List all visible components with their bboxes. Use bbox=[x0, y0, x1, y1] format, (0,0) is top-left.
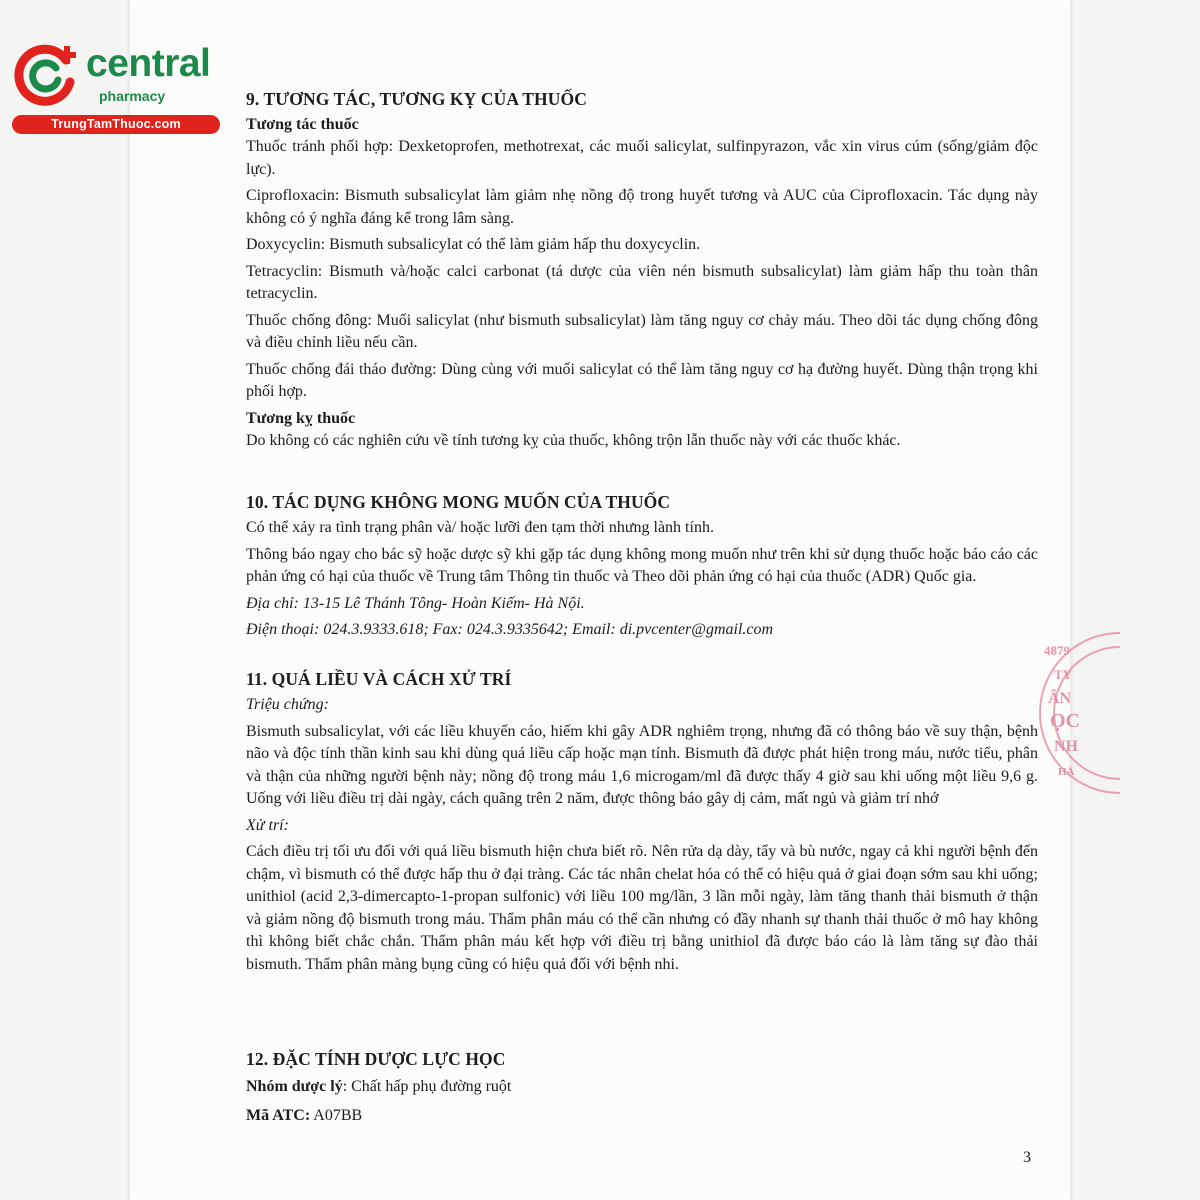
paragraph: Ciprofloxacin: Bismuth subsalicylat làm giảm nhẹ nồng độ trong huyết tương và AUC của Ciprofloxacin. Tác dụng này không có ý nghĩa đáng kể trong lâm sàng. bbox=[246, 187, 1038, 227]
section-9 bbox=[246, 88, 1038, 456]
page-number: 3 bbox=[1023, 1149, 1031, 1166]
paragraph: Doxycyclin: Bismuth subsalicylat có thể làm giảm hấp thu doxycyclin. bbox=[246, 236, 701, 253]
section-10-title: 10. TÁC DỤNG KHÔNG MONG MUỐN CỦA THUỐC bbox=[246, 492, 671, 512]
paragraph: Có thể xảy ra tình trạng phân và/ hoặc lưỡi đen tạm thời nhưng lành tính. bbox=[246, 519, 714, 536]
paragraph: Do không có các nghiên cứu về tính tương kỵ của thuốc, không trộn lẫn thuốc này với các thuốc khác. bbox=[246, 431, 901, 449]
section-10 bbox=[246, 491, 1038, 646]
stamp-text-5: NH bbox=[1054, 738, 1078, 755]
atc-value: A07BB bbox=[310, 1106, 363, 1124]
section-11-subheading-treatment: Xử trí: bbox=[246, 816, 289, 834]
paragraph: Thuốc chống đái tháo đường: Dùng cùng với muối salicylat có thể làm tăng nguy cơ hạ đường huyết. Dùng thận trọng khi phối hợp. bbox=[246, 360, 1038, 400]
address-line: Địa chỉ: 13-15 Lê Thánh Tông- Hoàn Kiếm- Hà Nội. bbox=[246, 594, 585, 612]
section-9-subheading-incompatibility: Tương kỵ thuốc bbox=[246, 409, 356, 427]
logo-brand-name: central bbox=[86, 42, 211, 85]
atc-code bbox=[246, 1105, 1038, 1128]
section-12 bbox=[246, 1048, 1038, 1131]
pharmacological-group bbox=[246, 1076, 1038, 1099]
paragraph: Thuốc tránh phối hợp: Dexketoprofen, methotrexat, các muối salicylat, sulfinpyrazon, vắc xin virus cúm (sống/giảm độc lực). bbox=[246, 138, 1038, 178]
paragraph: Tetracyclin: Bismuth và/hoặc calci carbonat (tá dược của viên nén bismuth subsalicylat) làm giảm hấp thu toàn thân tetracyclin. bbox=[246, 262, 1038, 302]
section-11 bbox=[246, 668, 1038, 980]
contact-line: Điện thoại: 024.3.9333.618; Fax: 024.3.9335642; Email: di.pvcenter@gmail.com bbox=[246, 621, 774, 638]
stamp-text-6: HÀ bbox=[1058, 766, 1075, 778]
group-label: Nhóm dược lý bbox=[246, 1078, 343, 1095]
section-11-title: 11. QUÁ LIỀU VÀ CÁCH XỬ TRÍ bbox=[246, 669, 512, 689]
paragraph: Thuốc chống đông: Muối salicylat (như bismuth subsalicylat) làm tăng nguy cơ chảy máu. Theo dõi tác dụng chống đông và điều chỉnh liều nếu cần. bbox=[246, 311, 1038, 351]
paragraph: Bismuth subsalicylat, với các liều khuyến cáo, hiếm khi gây ADR nghiêm trọng, nhưng đã có thông báo về suy thận, bệnh não và độc tính thần kinh sau khi dùng quá liều cấp hoặc mạn tính. Bismuth đã được phát hiện trong máu, nước tiểu, phân và thận của những người bệnh này; nồng độ trong máu 1,6 microgam/ml đã được thấy 4 giờ sau khi uống một liều 9,6 g. Uống với liều điều trị dài ngày, cách quãng trên 2 năm, được thông báo gây dị cảm, mất ngủ và giảm trí nhớ bbox=[246, 722, 1038, 807]
paragraph: Cách điều trị tối ưu đối với quá liều bismuth hiện chưa biết rõ. Nên rửa dạ dày, tẩy và bù nước, ngay cả khi người bệnh đến chậm, vì bismuth có thể được hấp thu ở đại tràng. Các tác nhân chelat hóa có thể có hiệu quả ở giai đoạn sớm sau khi uống; unithiol (acid 2,3-dimercapto-1-propan sulfonic) với liều 100 mg/lần, 3 lần mỗi ngày, làm tăng thanh thải bismuth ở thận và giảm nồng độ bismuth trong máu. Thẩm phân máu có thể cần nhưng có đầy nhanh sự thanh thải thuốc ở mô hay không thì không biết chắc chắn. Thẩm phân máu kết hợp với điều trị bằng unithiol đã được báo cáo là làm tăng sự đào thải bismuth. Thẩm phân màng bụng cũng có hiệu quả đối với bệnh nhi. bbox=[246, 843, 1038, 973]
group-value: : Chất hấp phụ đường ruột bbox=[342, 1078, 512, 1095]
section-9-subheading-interactions: Tương tác thuốc bbox=[246, 116, 359, 133]
stamp-text-3: ÂN bbox=[1048, 690, 1072, 707]
paragraph: Thông báo ngay cho bác sỹ hoặc dược sỹ khi gặp tác dụng không mong muốn như trên khi sử dụng thuốc hoặc báo cáo các phản ứng có hại của thuốc về Trung tâm Thông tin thuốc và Theo dõi phản ứng có hại của thuốc (ADR) Quốc gia. bbox=[246, 545, 1038, 585]
section-11-subheading-symptoms: Triệu chứng: bbox=[246, 696, 329, 713]
pharmacy-logo-icon bbox=[10, 38, 82, 110]
stamp-text-1: 4879 bbox=[1044, 643, 1070, 658]
logo-subtitle: pharmacy bbox=[99, 88, 166, 104]
central-pharmacy-logo[interactable] bbox=[10, 36, 215, 136]
stamp-text-4: ỌC bbox=[1050, 710, 1080, 732]
logo-website-badge: TrungTamThuoc.com bbox=[12, 115, 220, 134]
section-12-title: 12. ĐẶC TÍNH DƯỢC LỰC HỌC bbox=[246, 1049, 506, 1069]
section-9-title: 9. TƯƠNG TÁC, TƯƠNG KỴ CỦA THUỐC bbox=[246, 89, 587, 109]
stamp-text-2: TY bbox=[1054, 667, 1073, 682]
atc-label: Mã ATC: bbox=[246, 1106, 311, 1124]
